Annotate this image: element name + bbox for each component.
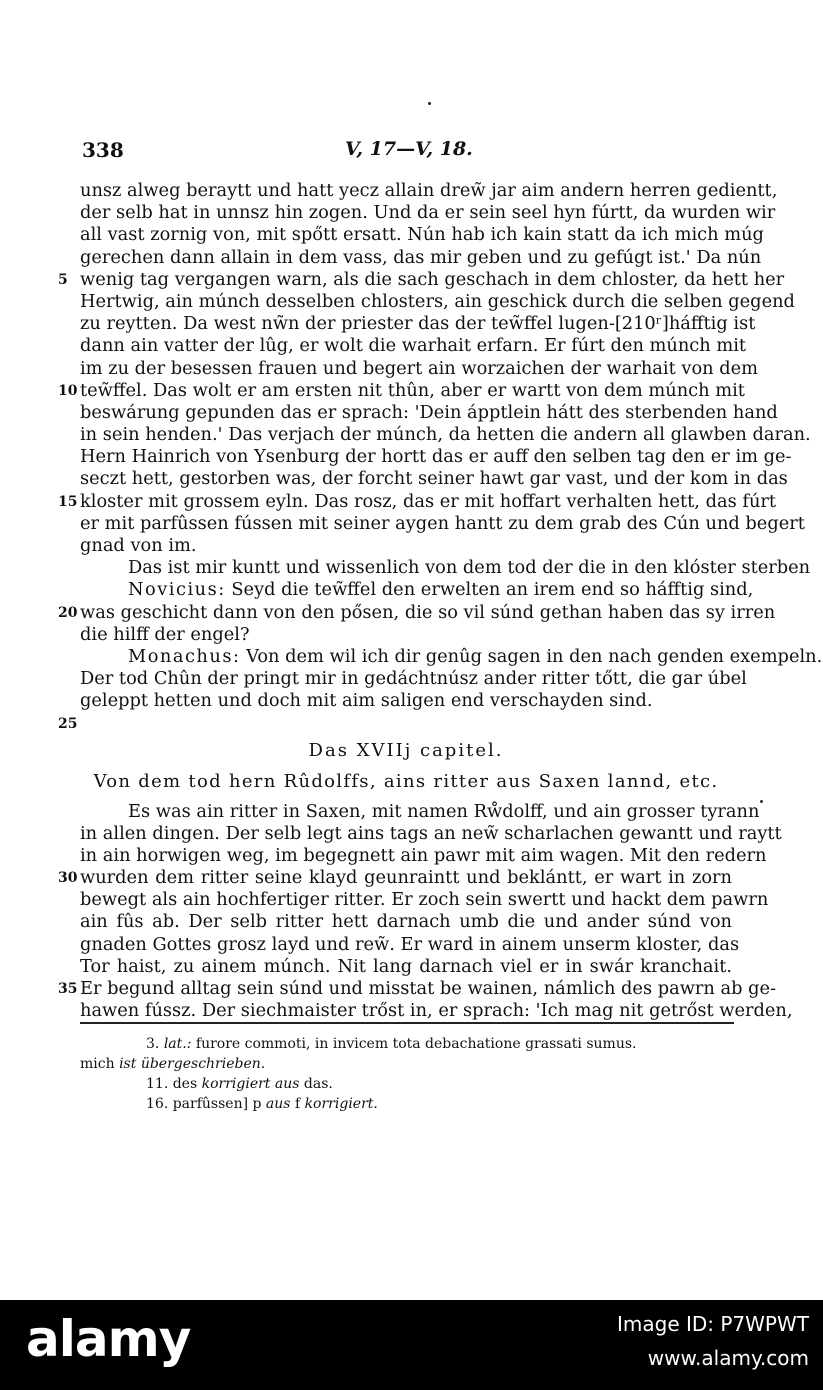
text-line-content: wurden dem ritter seine klayd geunraintt und beklántt, er wart in zorn: [80, 867, 732, 889]
text-line-content: was geschicht dann von den pősen, die so vil súnd gethan haben das sy irren: [80, 601, 776, 623]
text-line: all vast zornig von, mit spőtt ersatt. Nún hab ich kain statt da ich mich múg: [80, 224, 764, 246]
footnote: [80, 1074, 734, 1094]
footnote-text: parfûssen] p: [172, 1096, 262, 1112]
image-id-label: Image ID: P7WPWT: [616, 1312, 809, 1336]
line-number: 15: [58, 493, 78, 510]
text-line: in sein henden.' Das verjach der múnch, da hetten die andern all glawben daran.: [80, 424, 811, 446]
text-line: ain fûs ab. Der selb ritter hett darnach umb die und ander súnd von: [80, 911, 732, 933]
footnotes: [80, 1034, 734, 1114]
text-line: unsz alweg beraytt und hatt yecz allain drew̃ jar aim andern herren gedientt,: [80, 180, 778, 201]
text-line: die hilff der engel?: [80, 623, 250, 645]
footnote-text-italic: korrigiert aus: [201, 1076, 300, 1092]
text-line: Tor haist, zu ainem múnch. Nit lang darnach viel er in swár kranchait.: [80, 955, 732, 977]
footnote-text-italic: aus: [265, 1096, 291, 1112]
line-number: 10: [58, 382, 78, 399]
line-number: 35: [58, 981, 78, 997]
footnote-continuation: [80, 1054, 734, 1074]
text-line-content: tew̃ffel. Das wolt er am ersten nit thûn, aber er wartt von dem múnch mit: [80, 379, 745, 401]
text-line: seczt hett, gestorben was, der forcht seiner hawt gar vast, und der kom in das: [80, 468, 788, 490]
line-number: 5: [58, 271, 68, 288]
speaker-label: Novicius:: [128, 579, 226, 601]
footnote-text: das.: [303, 1076, 333, 1092]
text-line: dann ain vatter der lûg, er wolt die warhait erfarn. Er fúrt den múnch mit: [80, 335, 747, 357]
text-line: bewegt als ain hochfertiger ritter. Er zoch sein swertt und hackt dem pawrn: [80, 889, 769, 911]
footnote-number: 11.: [146, 1076, 169, 1092]
footnote-text-italic: ist übergeschrieben.: [119, 1056, 266, 1072]
text-line: zu reytten. Da west nw̃n der priester das der tew̃ffel lugen-[210ʳ]háfftig ist: [80, 313, 756, 335]
line-number: 20: [58, 604, 78, 621]
watermark-site: www.alamy.com: [647, 1346, 809, 1370]
spacer: [58, 713, 732, 735]
text-line: Der tod Chûn der pringt mir in gedáchtnúsz ander ritter tőtt, die gar úbel: [80, 668, 747, 690]
page-number: 338: [82, 138, 124, 162]
text-line: Hertwig, ain múnch desselben chlosters, ain geschick durch die selben gegend: [80, 290, 795, 312]
text-line: in ain horwigen weg, im begegnett ain pawr mit aim wagen. Mit den redern: [80, 844, 767, 866]
chapter-title: Das XVIIj capitel.: [308, 739, 504, 761]
text-line: gnaden Gottes grosz layd und rew̃. Er ward in ainem unserm kloster, das: [80, 933, 740, 955]
text-line: gnad von im.: [80, 535, 197, 556]
dialogue-novicius: [80, 579, 754, 601]
text-line: [58, 379, 745, 402]
text-line: [58, 978, 777, 1000]
text-line: [58, 601, 776, 624]
footnote-divider: [80, 1022, 734, 1024]
text-line-content: Er begund alltag sein súnd und misstat be wainen, námlich des pawrn ab ge-: [80, 978, 777, 999]
running-head: V, 17—V, 18.: [345, 138, 473, 160]
text-line: [58, 867, 732, 889]
text-line: im zu der besessen frauen und begert ain worzaichen der warhait von dem: [80, 357, 759, 379]
text-line-content: wenig tag vergangen warn, als die sach geschach in dem chloster, da hett her: [80, 268, 785, 290]
footnote-text: f: [294, 1096, 301, 1112]
chapter-subtitle: Von dem tod hern Rûdolffs, ains ritter aus Saxen lannd, etc.: [93, 770, 719, 792]
text-line: er mit parfûssen fússen mit seiner aygen hantt zu dem grab des Cún und begert: [80, 512, 805, 534]
text-line: der selb hat in unnsz hin zogen. Und da er sein seel hyn fúrtt, da wurden wir: [80, 202, 776, 224]
footnote-text: furore commoti, in invicem tota debachatione grassati sumus.: [195, 1036, 637, 1052]
footnote-text-italic: korrigiert.: [304, 1096, 378, 1112]
text-line-content: kloster mit grossem eyln. Das rosz, das er mit hoffart verhalten hett, das fúrt: [80, 490, 777, 512]
footnote-text: mich: [80, 1056, 115, 1072]
footnote-number: 3.: [146, 1036, 160, 1052]
speaker-label: Monachus:: [128, 645, 241, 667]
speech-text: Von dem wil ich dir genûg sagen in den nach genden exempeln.: [246, 645, 823, 667]
text-line: hawen fússz. Der siechmaister trőst in, er sprach: 'Ich mag nit getrőst werden,: [80, 1000, 793, 1022]
line-number: 25: [58, 715, 78, 732]
text-line: gerechen dann allain in dem vass, das mir geben und zu gefúgt ist.' Da nún: [80, 246, 762, 268]
line-number: 30: [58, 870, 78, 887]
ink-speck: [428, 102, 431, 105]
text-line: geleppt hetten und doch mit aim saligen end verschayden sind.: [80, 690, 653, 712]
footnote: [80, 1094, 734, 1114]
footnote-label: lat.:: [163, 1036, 192, 1052]
text-line: Es was ain ritter in Saxen, mit namen Rẘdolff, und ain grosser tyrann: [128, 800, 760, 822]
main-text: [58, 180, 823, 1022]
text-line: [58, 490, 777, 513]
text-line: [58, 268, 785, 291]
footnote: [80, 1034, 734, 1054]
speech-text: Seyd die tew̃ffel den erwelten an irem end so háfftig sind,: [231, 579, 754, 601]
watermark-logo: alamy: [26, 1310, 191, 1368]
text-line: Hern Hainrich von Ysenburg der hortt das er auff den selben tag den er im ge-: [80, 446, 792, 468]
text-line: beswárung gepunden das er sprach: 'Dein ápptlein hátt des sterbenden hand: [80, 401, 778, 423]
text-line: in allen dingen. Der selb legt ains tags an new̃ scharlachen gewantt und raytt: [80, 822, 782, 844]
text-line: Das ist mir kuntt und wissenlich von dem tod der die in den klóster sterben: [128, 557, 811, 579]
ink-speck: [760, 800, 763, 803]
dialogue-monachus: [80, 645, 823, 668]
footnote-number: 16.: [146, 1096, 169, 1112]
footnote-text: des: [172, 1076, 198, 1092]
